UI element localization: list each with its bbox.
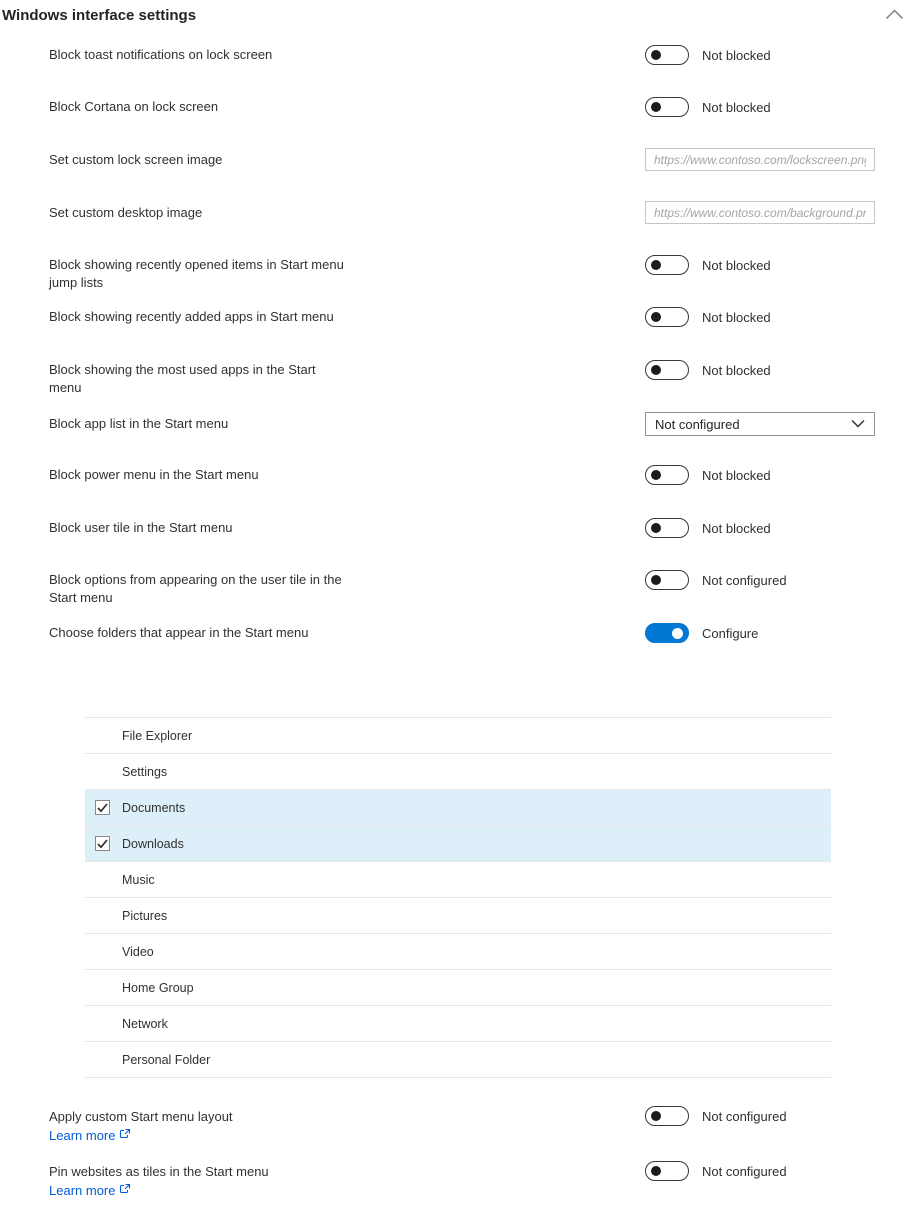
learn-more-link[interactable]: [49, 1128, 131, 1143]
chevron-down-icon: [851, 415, 865, 433]
learn-more-label: Learn more: [49, 1128, 116, 1143]
setting-label: Set custom lock screen image: [49, 152, 223, 167]
toggle-knob: [672, 628, 683, 639]
toggle-status: Not blocked: [702, 467, 771, 483]
folder-label: Video: [122, 944, 154, 959]
folder-checkbox[interactable]: [95, 800, 110, 815]
dropdown-selected-value: Not configured: [655, 416, 740, 432]
folder-row[interactable]: [85, 1005, 831, 1041]
toggle-switch[interactable]: [645, 518, 689, 538]
folder-label: Settings: [122, 764, 168, 779]
folder-label: Home Group: [122, 980, 194, 995]
toggle-switch[interactable]: [645, 45, 689, 65]
folder-label: Music: [122, 872, 155, 887]
learn-more-label: Learn more: [49, 1183, 116, 1198]
setting-label: Block options from appearing on the user tile in the Start menu: [49, 572, 342, 605]
setting-label: Set custom desktop image: [49, 205, 203, 220]
toggle-knob: [651, 575, 661, 585]
setting-label: Block showing recently added apps in Start menu: [49, 309, 334, 324]
folder-label: File Explorer: [122, 728, 193, 743]
toggle-switch[interactable]: [645, 1106, 689, 1126]
app-list-dropdown[interactable]: [645, 412, 875, 436]
lock-screen-image-url-input[interactable]: [645, 148, 875, 171]
folder-row[interactable]: [85, 1041, 831, 1077]
external-link-icon: [119, 1128, 131, 1143]
setting-label: Block power menu in the Start menu: [49, 467, 259, 482]
desktop-image-url-input[interactable]: [645, 201, 875, 224]
toggle-status: Not configured: [702, 1108, 787, 1124]
toggle-status: Not configured: [702, 1163, 787, 1179]
setting-label: Block user tile in the Start menu: [49, 520, 233, 535]
toggle-status: Not blocked: [702, 362, 771, 378]
toggle-switch[interactable]: [645, 570, 689, 590]
toggle-status: Not blocked: [702, 99, 771, 115]
page-title: Windows interface settings: [2, 7, 197, 24]
toggle-knob: [651, 365, 661, 375]
toggle-switch[interactable]: [645, 307, 689, 327]
folder-row[interactable]: [85, 825, 831, 861]
folder-label: Personal Folder: [122, 1052, 211, 1067]
toggle-status: Not blocked: [702, 520, 771, 536]
setting-label: Choose folders that appear in the Start menu: [49, 625, 309, 640]
toggle-switch[interactable]: [645, 1161, 689, 1181]
toggle-status: Not blocked: [702, 257, 771, 273]
folder-label: Network: [122, 1016, 168, 1031]
folder-row[interactable]: [85, 897, 831, 933]
toggle-knob: [651, 312, 661, 322]
toggle-knob: [651, 102, 661, 112]
toggle-switch[interactable]: [645, 360, 689, 380]
toggle-switch[interactable]: [645, 623, 689, 643]
folder-row[interactable]: [85, 933, 831, 969]
folder-label: Documents: [122, 800, 186, 815]
toggle-status: Configure: [702, 625, 759, 641]
setting-label: Block showing the most used apps in the Start menu: [49, 362, 316, 395]
toggle-status: Not blocked: [702, 47, 771, 63]
toggle-knob: [651, 1166, 661, 1176]
toggle-knob: [651, 50, 661, 60]
setting-label: Block app list in the Start menu: [49, 416, 229, 431]
folder-row[interactable]: [85, 753, 831, 789]
folder-row[interactable]: [85, 717, 831, 753]
setting-label: Block showing recently opened items in Start menu jump lists: [49, 257, 344, 290]
start-menu-folders-list: [85, 717, 831, 1078]
toggle-switch[interactable]: [645, 97, 689, 117]
folder-row[interactable]: [85, 861, 831, 897]
toggle-switch[interactable]: [645, 255, 689, 275]
folder-label: Pictures: [122, 908, 168, 923]
setting-label: Block toast notifications on lock screen: [49, 47, 273, 62]
learn-more-link[interactable]: [49, 1183, 131, 1198]
toggle-knob: [651, 470, 661, 480]
chevron-up-icon: [885, 7, 904, 25]
toggle-status: Not configured: [702, 572, 787, 588]
collapse-section-button[interactable]: [883, 8, 905, 24]
external-link-icon: [119, 1183, 131, 1198]
setting-label: Pin websites as tiles in the Start menu: [49, 1164, 269, 1179]
setting-label: Block Cortana on lock screen: [49, 99, 219, 114]
folder-label: Downloads: [122, 836, 184, 851]
toggle-knob: [651, 1111, 661, 1121]
folder-checkbox[interactable]: [95, 836, 110, 851]
folder-row[interactable]: [85, 789, 831, 825]
toggle-knob: [651, 523, 661, 533]
toggle-knob: [651, 260, 661, 270]
toggle-switch[interactable]: [645, 465, 689, 485]
setting-label: Apply custom Start menu layout: [49, 1109, 233, 1124]
folder-row[interactable]: [85, 969, 831, 1005]
toggle-status: Not blocked: [702, 309, 771, 325]
